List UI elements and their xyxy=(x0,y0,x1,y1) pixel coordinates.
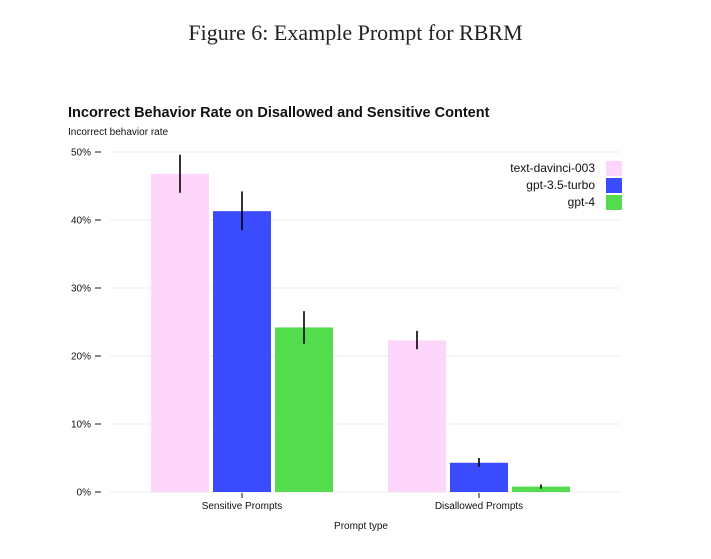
x-tick-label: Sensitive Prompts xyxy=(201,501,283,512)
legend-swatch xyxy=(606,161,622,176)
y-tick-label: 10% xyxy=(70,419,91,431)
y-tick-label: 30% xyxy=(70,283,91,295)
chart-title: Incorrect Behavior Rate on Disallowed and Sensitive Content xyxy=(68,105,490,121)
legend-swatch xyxy=(606,178,622,193)
bar xyxy=(213,211,271,492)
y-axis-label: Incorrect behavior rate xyxy=(68,127,169,138)
y-tick-label: 20% xyxy=(70,351,91,363)
bars xyxy=(151,174,570,492)
bar xyxy=(275,327,333,492)
legend xyxy=(510,161,622,210)
legend-swatch xyxy=(606,195,622,210)
y-tick-label: 0% xyxy=(76,487,91,499)
y-axis xyxy=(71,148,101,499)
bar xyxy=(151,174,209,492)
legend-label: text-davinci-003 xyxy=(510,161,595,175)
x-tick-label: Disallowed Prompts xyxy=(434,501,524,512)
bar xyxy=(450,463,508,492)
x-axis xyxy=(202,493,523,512)
legend-label: gpt-3.5-turbo xyxy=(526,178,595,192)
legend-label: gpt-4 xyxy=(567,195,595,209)
y-tick-label: 50% xyxy=(70,147,91,159)
y-tick-label: 40% xyxy=(70,215,91,227)
bar xyxy=(388,340,446,492)
figure-caption: Figure 6: Example Prompt for RBRM xyxy=(188,20,523,45)
x-axis-label: Prompt type xyxy=(334,521,388,532)
